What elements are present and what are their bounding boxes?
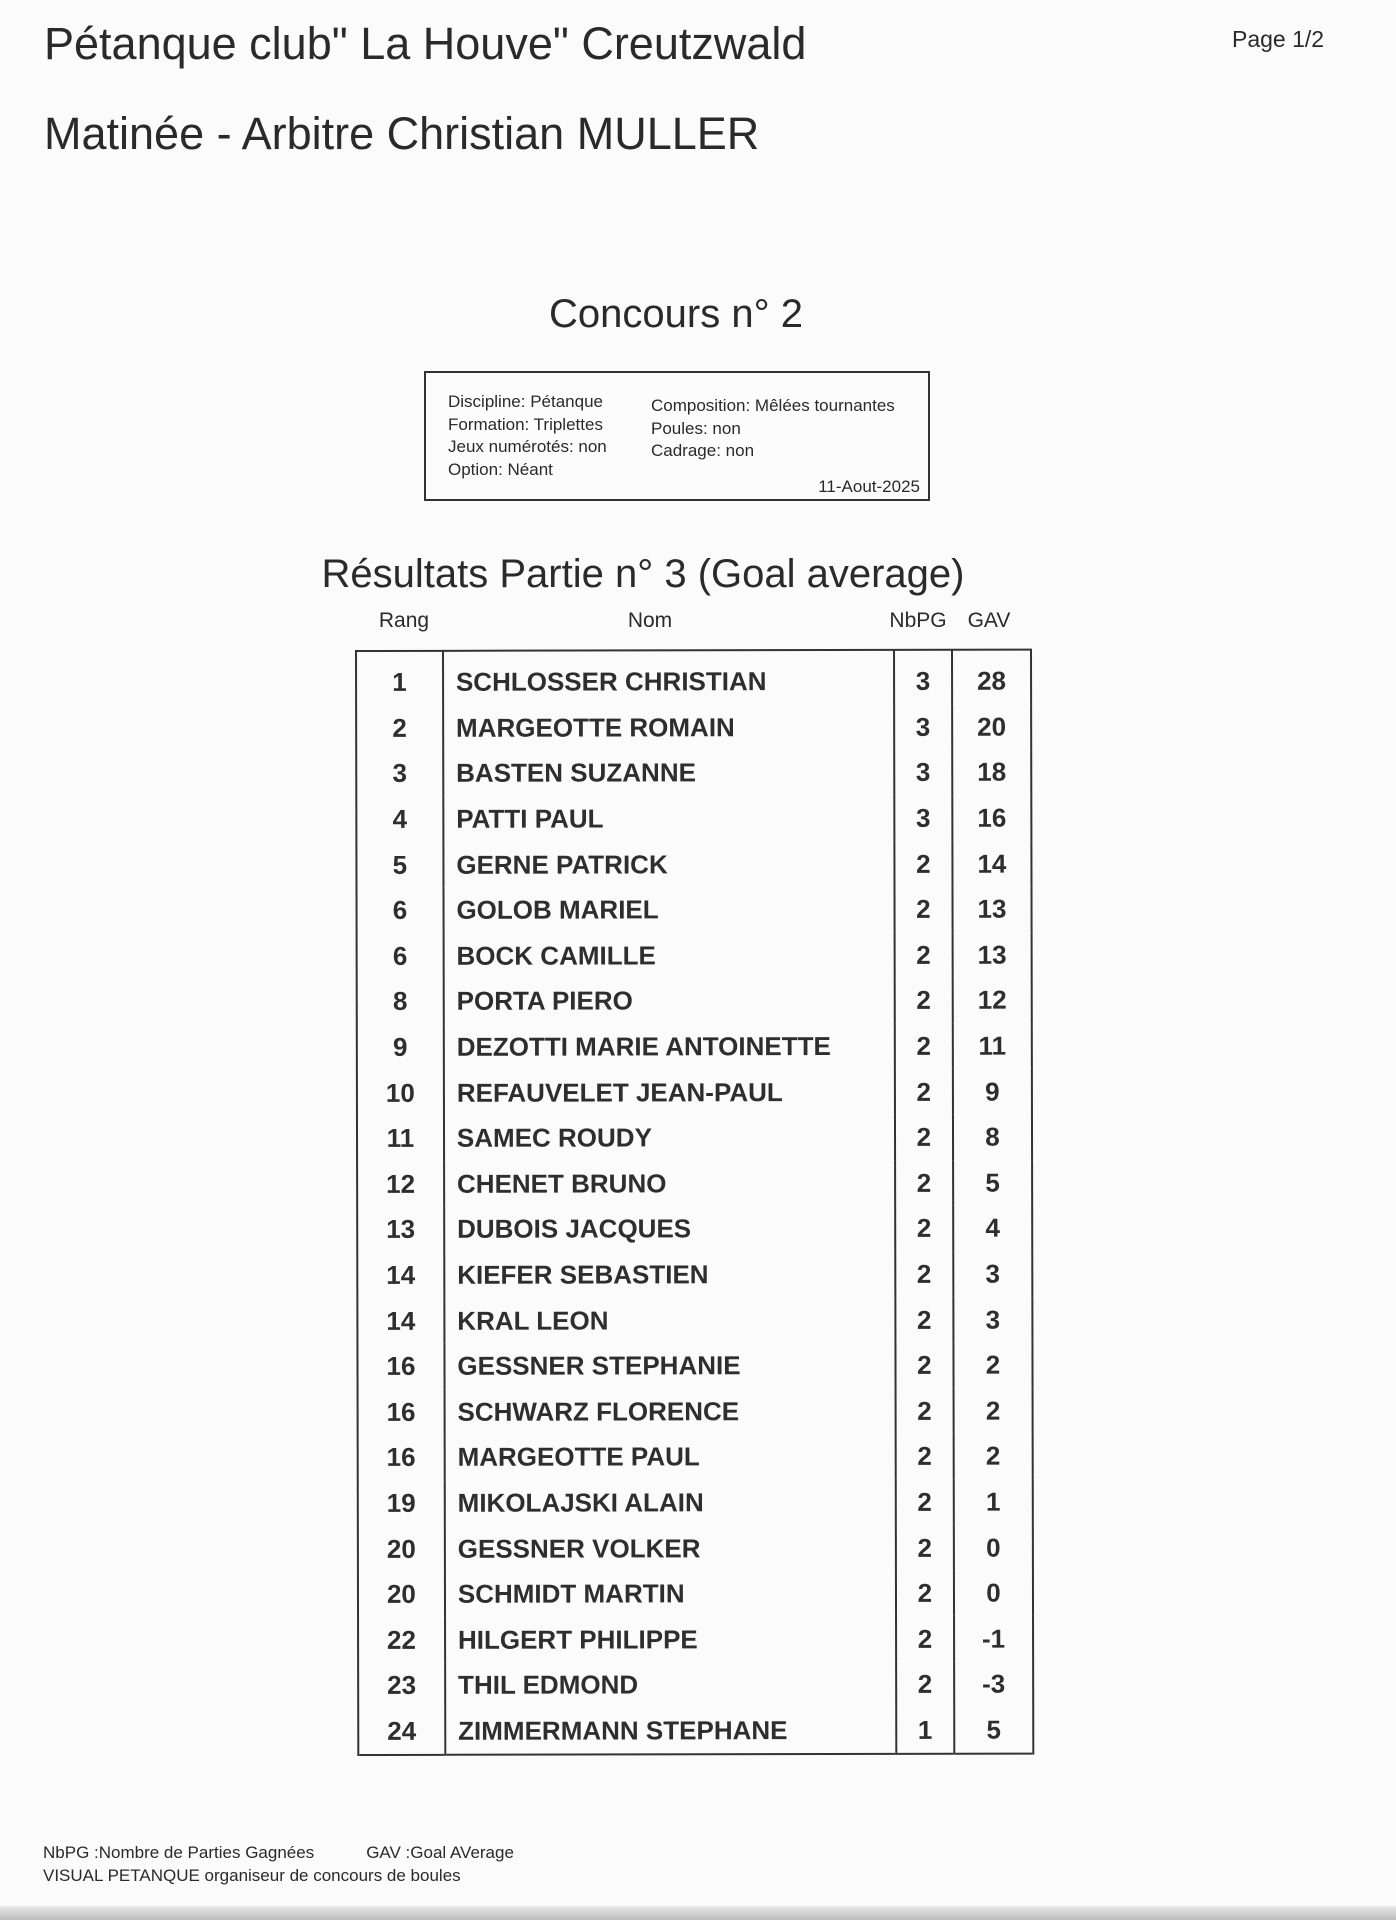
- name-cell: KRAL LEON: [444, 1297, 895, 1344]
- gav-cell: 13: [953, 932, 1032, 978]
- table-row: [358, 1434, 1033, 1481]
- rank-cell: 12: [357, 1161, 444, 1207]
- gav-cell: 3: [953, 1297, 1032, 1343]
- nbpg-cell: 2: [895, 1434, 953, 1480]
- info-option: Option: Néant: [448, 459, 553, 479]
- name-cell: PATTI PAUL: [443, 796, 894, 843]
- rank-cell: 14: [357, 1253, 444, 1299]
- table-row: [357, 1023, 1032, 1070]
- competition-info-box: [424, 371, 930, 501]
- nbpg-cell: 2: [895, 1343, 953, 1389]
- table-row: [358, 1525, 1033, 1572]
- column-header-nom: Nom: [627, 609, 673, 632]
- info-composition: Composition: Mêlées tournantes: [651, 396, 895, 415]
- gav-cell: 5: [953, 1160, 1032, 1206]
- legend-line: [43, 1843, 514, 1863]
- table-row: [356, 841, 1031, 888]
- table-row: [358, 1616, 1033, 1663]
- gav-cell: 0: [954, 1570, 1033, 1616]
- nbpg-cell: 2: [895, 1388, 953, 1434]
- rank-cell: 16: [357, 1344, 444, 1390]
- name-cell: BOCK CAMILLE: [443, 932, 894, 979]
- name-cell: ZIMMERMANN STEPHANE: [445, 1708, 896, 1756]
- nbpg-cell: 2: [895, 1206, 953, 1252]
- competition-date: 11-Aout-2025: [818, 477, 920, 496]
- info-discipline: Discipline: Pétanque: [448, 392, 603, 411]
- gav-cell: 1: [954, 1479, 1033, 1525]
- table-row: [357, 1115, 1032, 1162]
- rank-cell: 5: [356, 842, 443, 888]
- name-cell: DEZOTTI MARIE ANTOINETTE: [444, 1024, 895, 1071]
- nbpg-cell: 2: [895, 1251, 953, 1297]
- name-cell: CHENET BRUNO: [444, 1160, 895, 1207]
- info-right-column: [651, 395, 895, 463]
- gav-cell: 4: [953, 1206, 1032, 1252]
- table-row: [356, 650, 1031, 706]
- name-cell: MIKOLAJSKI ALAIN: [445, 1480, 896, 1527]
- name-cell: THIL EDMOND: [445, 1662, 896, 1709]
- gav-cell: 11: [953, 1023, 1032, 1069]
- gav-cell: -3: [954, 1662, 1033, 1708]
- gav-cell: 12: [953, 978, 1032, 1024]
- nbpg-cell: 2: [896, 1479, 954, 1525]
- nbpg-cell: 1: [896, 1707, 954, 1754]
- nbpg-cell: 2: [894, 841, 952, 887]
- nbpg-cell: 2: [896, 1616, 954, 1662]
- name-cell: REFAUVELET JEAN-PAUL: [444, 1069, 895, 1116]
- rank-cell: 1: [356, 651, 443, 706]
- gav-cell: 14: [952, 841, 1031, 887]
- table-row: [357, 1297, 1032, 1344]
- name-cell: KIEFER SEBASTIEN: [444, 1252, 895, 1299]
- nbpg-cell: 2: [895, 1023, 953, 1069]
- nbpg-cell: 2: [895, 1160, 953, 1206]
- info-left-column: [448, 391, 607, 481]
- name-cell: GESSNER VOLKER: [445, 1525, 896, 1572]
- table-row: [358, 1570, 1033, 1617]
- table-row: [356, 887, 1031, 934]
- rank-cell: 3: [356, 751, 443, 797]
- info-cadrage: Cadrage: non: [651, 441, 755, 460]
- concours-title: Concours n° 2: [549, 292, 803, 336]
- table-row: [357, 1069, 1032, 1116]
- rank-cell: 23: [358, 1663, 445, 1709]
- rank-cell: 13: [357, 1207, 444, 1253]
- nbpg-cell: 2: [895, 1069, 953, 1115]
- nbpg-cell: 2: [895, 1297, 953, 1343]
- results-title: Résultats Partie n° 3 (Goal average): [321, 552, 965, 596]
- table-row: [356, 795, 1031, 842]
- rank-cell: 11: [357, 1116, 444, 1162]
- rank-cell: 22: [358, 1617, 445, 1663]
- nbpg-cell: 3: [894, 704, 952, 750]
- table-row: [356, 704, 1031, 751]
- nbpg-cell: 3: [894, 750, 952, 796]
- gav-cell: -1: [954, 1616, 1033, 1662]
- gav-cell: 3: [953, 1251, 1032, 1297]
- gav-cell: 2: [953, 1342, 1032, 1388]
- rank-cell: 6: [357, 933, 444, 979]
- column-header-nbpg: NbPG: [889, 609, 947, 632]
- table-row: [357, 1251, 1032, 1298]
- table-row: [358, 1388, 1033, 1435]
- nbpg-cell: 2: [894, 887, 952, 933]
- nbpg-cell: 2: [895, 1115, 953, 1161]
- name-cell: SAMEC ROUDY: [444, 1115, 895, 1162]
- gav-cell: 9: [953, 1069, 1032, 1115]
- table-row: [356, 750, 1031, 797]
- gav-cell: 20: [952, 704, 1031, 750]
- nbpg-cell: 3: [894, 650, 952, 705]
- name-cell: PORTA PIERO: [444, 978, 895, 1025]
- rank-cell: 6: [356, 888, 443, 934]
- rank-cell: 2: [356, 705, 443, 751]
- results-table: [355, 649, 1034, 1757]
- nbpg-cell: 2: [896, 1571, 954, 1617]
- results-table-body: [356, 650, 1033, 1756]
- gav-cell: 5: [954, 1707, 1033, 1754]
- legend-nbpg: NbPG :Nombre de Parties Gagnées: [43, 1843, 315, 1862]
- gav-cell: 2: [954, 1434, 1033, 1480]
- table-row: [358, 1662, 1033, 1709]
- rank-cell: 24: [358, 1708, 445, 1755]
- info-poules: Poules: non: [651, 418, 741, 438]
- info-formation: Formation: Triplettes: [448, 414, 603, 434]
- page-number: Page 1/2: [1232, 26, 1325, 52]
- scan-bottom-edge: [0, 1906, 1396, 1920]
- rank-cell: 4: [356, 797, 443, 843]
- gav-cell: 16: [952, 795, 1031, 841]
- nbpg-cell: 3: [894, 796, 952, 842]
- software-credit: VISUAL PETANQUE organiseur de concours de boules: [43, 1866, 461, 1885]
- name-cell: MARGEOTTE ROMAIN: [443, 704, 894, 751]
- name-cell: MARGEOTTE PAUL: [445, 1434, 896, 1481]
- name-cell: SCHMIDT MARTIN: [445, 1571, 896, 1618]
- table-row: [357, 932, 1032, 979]
- rank-cell: 14: [357, 1298, 444, 1344]
- name-cell: HILGERT PHILIPPE: [445, 1616, 896, 1663]
- table-row: [357, 1342, 1032, 1389]
- nbpg-cell: 2: [896, 1525, 954, 1571]
- rank-cell: 8: [357, 979, 444, 1025]
- nbpg-cell: 2: [896, 1662, 954, 1708]
- column-header-gav: GAV: [967, 609, 1011, 632]
- rank-cell: 9: [357, 1025, 444, 1071]
- name-cell: DUBOIS JACQUES: [444, 1206, 895, 1253]
- column-header-rang: Rang: [378, 609, 430, 632]
- name-cell: GESSNER STEPHANIE: [444, 1343, 895, 1390]
- rank-cell: 16: [358, 1389, 445, 1435]
- gav-cell: 0: [954, 1525, 1033, 1571]
- table-row: [357, 1160, 1032, 1207]
- name-cell: BASTEN SUZANNE: [443, 750, 894, 797]
- rank-cell: 16: [358, 1435, 445, 1481]
- rank-cell: 20: [358, 1526, 445, 1572]
- session-subtitle: Matinée - Arbitre Christian MULLER: [44, 108, 760, 159]
- info-jeux-numerotes: Jeux numérotés: non: [448, 437, 607, 456]
- table-row: [357, 978, 1032, 1025]
- rank-cell: 19: [358, 1481, 445, 1527]
- table-row: [358, 1707, 1033, 1755]
- rank-cell: 10: [357, 1070, 444, 1116]
- nbpg-cell: 2: [894, 932, 952, 978]
- legend-gav: GAV :Goal AVerage: [366, 1843, 514, 1862]
- name-cell: GERNE PATRICK: [443, 841, 894, 888]
- club-title: Pétanque club" La Houve" Creutzwald: [44, 18, 807, 69]
- gav-cell: 2: [953, 1388, 1032, 1434]
- name-cell: GOLOB MARIEL: [443, 887, 894, 934]
- name-cell: SCHLOSSER CHRISTIAN: [443, 650, 894, 706]
- rank-cell: 20: [358, 1572, 445, 1618]
- gav-cell: 18: [952, 750, 1031, 796]
- table-row: [357, 1206, 1032, 1253]
- table-row: [358, 1479, 1033, 1526]
- gav-cell: 28: [952, 650, 1031, 705]
- nbpg-cell: 2: [894, 978, 952, 1024]
- gav-cell: 13: [952, 887, 1031, 933]
- name-cell: SCHWARZ FLORENCE: [444, 1388, 895, 1435]
- gav-cell: 8: [953, 1115, 1032, 1161]
